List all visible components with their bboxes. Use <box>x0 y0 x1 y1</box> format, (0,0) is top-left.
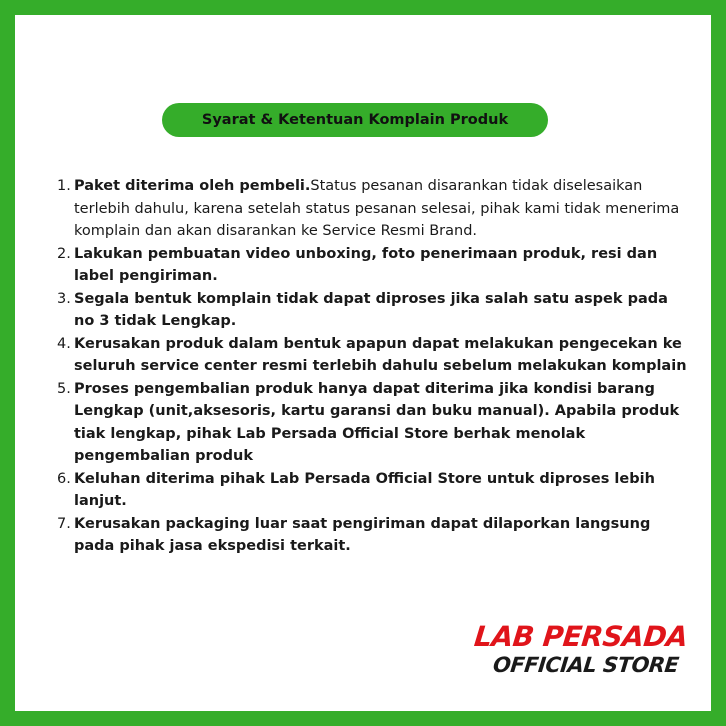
item-number: 2. <box>57 245 71 262</box>
item-text-bold: Segala bentuk komplain tidak dapat diproses jika salah satu aspek pada no 3 tidak Lengkap. <box>74 290 668 329</box>
list-item <box>57 378 687 468</box>
item-text: Status pesanan disarankan tidak diselesaikan terlebih dahulu, karena setelah status pesanan selesai, pihak kami tidak menerima komplain dan akan disarankan ke Service Resmi Brand. <box>74 178 680 239</box>
item-number: 5. <box>57 380 71 397</box>
item-number: 7. <box>57 515 71 532</box>
item-number: 4. <box>57 335 71 352</box>
list-item <box>57 513 687 558</box>
list-item <box>57 243 687 288</box>
item-text-bold: Paket diterima oleh pembeli. <box>74 178 311 194</box>
list-item <box>57 333 687 378</box>
list-item <box>57 175 687 243</box>
brand-logo <box>470 622 689 678</box>
item-text-bold: Keluhan diterima pihak Lab Persada Official Store untuk diproses lebih lanjut. <box>74 470 655 509</box>
logo-line-1: LAB PERSADA <box>472 620 690 653</box>
item-text-bold: Lakukan pembuatan video unboxing, foto penerimaan produk, resi dan label pengiriman. <box>74 245 658 284</box>
item-text-bold: Kerusakan produk dalam bentuk apapun dapat melakukan pengecekan ke seluruh service center resmi terlebih dahulu sebelum melakukan komplain <box>74 335 687 374</box>
terms-list <box>57 175 687 558</box>
page-title: Syarat & Ketentuan Komplain Produk <box>162 103 548 137</box>
list-item <box>57 288 687 333</box>
list-item <box>57 468 687 513</box>
item-text-bold: Proses pengembalian produk hanya dapat diterima jika kondisi barang Lengkap (unit,aksesoris, kartu garansi dan buku manual). Apabila produk tiak lengkap, pihak Lab Persada Official Store berhak menolak pengembalian produk <box>74 380 680 464</box>
logo-line-2: OFFICIAL STORE <box>491 653 680 677</box>
item-number: 1. <box>57 178 71 194</box>
item-text-bold: Kerusakan packaging luar saat pengiriman dapat dilaporkan langsung pada pihak jasa ekspedisi terkait. <box>74 515 651 554</box>
item-number: 6. <box>57 470 71 487</box>
item-number: 3. <box>57 290 71 307</box>
